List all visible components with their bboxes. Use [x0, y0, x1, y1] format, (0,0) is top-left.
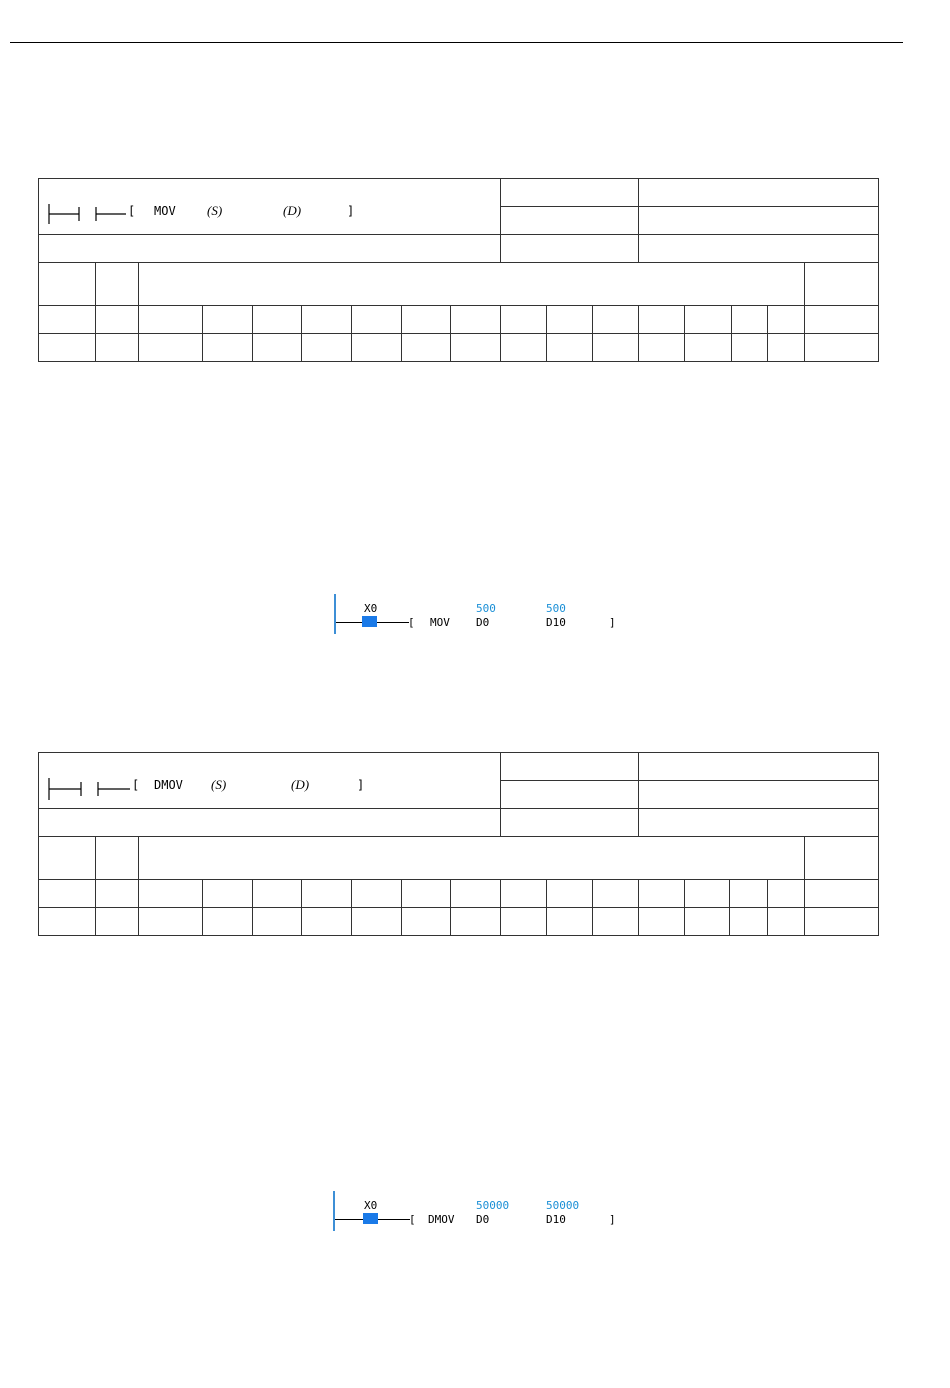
instruction-symbol — [39, 753, 485, 808]
operand-d-label: (D) — [291, 777, 310, 792]
info-cell — [501, 781, 639, 809]
contact-icon — [362, 616, 377, 627]
source-value: 500 — [476, 602, 496, 615]
header-cell — [39, 263, 96, 306]
bracket-close: ] — [609, 1213, 616, 1226]
destination-register: D10 — [546, 1213, 566, 1226]
table-row — [39, 880, 879, 908]
info-cell — [501, 753, 639, 781]
contact-label: X0 — [364, 1199, 378, 1212]
power-rail — [333, 1191, 335, 1231]
header-cell — [805, 837, 879, 880]
contact-label: X0 — [364, 602, 378, 615]
header-cell — [805, 263, 879, 306]
bracket-open: [ — [408, 616, 415, 629]
info-cell — [501, 809, 639, 837]
destination-value: 500 — [546, 602, 566, 615]
rung-wire — [377, 622, 409, 623]
bracket-open: [ — [128, 204, 136, 218]
mnemonic-label: DMOV — [154, 778, 183, 792]
instruction-table-mov — [38, 178, 879, 362]
info-cell — [639, 179, 879, 207]
destination-register: D10 — [546, 616, 566, 629]
info-cell — [639, 781, 879, 809]
power-rail — [334, 594, 336, 634]
info-cell — [501, 207, 639, 235]
rung-wire — [335, 1219, 363, 1220]
info-cell — [501, 179, 639, 207]
table-row — [39, 306, 879, 334]
device-header-cell — [139, 263, 805, 306]
ladder-example-mov — [334, 594, 654, 638]
info-cell — [39, 809, 501, 837]
header-rule — [10, 42, 903, 43]
rung-wire — [378, 1219, 410, 1220]
info-cell — [639, 809, 879, 837]
operand-s-label: (S) — [207, 203, 223, 218]
bracket-close: ] — [347, 204, 355, 218]
source-register: D0 — [476, 616, 490, 629]
operand-s-label: (S) — [211, 777, 227, 792]
bracket-open: [ — [409, 1213, 416, 1226]
ladder-example-dmov — [333, 1191, 653, 1235]
mnemonic-label: MOV — [430, 616, 450, 629]
header-cell — [96, 263, 139, 306]
info-cell — [639, 235, 879, 263]
info-cell — [501, 235, 639, 263]
instruction-table-dmov — [38, 752, 879, 936]
source-value: 50000 — [476, 1199, 510, 1212]
destination-value: 50000 — [546, 1199, 580, 1212]
mnemonic-label: DMOV — [428, 1213, 455, 1226]
table-row — [39, 908, 879, 936]
rung-wire — [336, 622, 362, 623]
info-cell — [639, 753, 879, 781]
table-row — [39, 334, 879, 362]
instruction-symbol-cell — [39, 753, 501, 809]
header-cell — [96, 837, 139, 880]
info-cell — [39, 235, 501, 263]
bracket-close: ] — [609, 616, 616, 629]
source-register: D0 — [476, 1213, 490, 1226]
mnemonic-label: MOV — [154, 204, 176, 218]
operand-d-label: (D) — [283, 203, 302, 218]
device-header-cell — [139, 837, 805, 880]
header-cell — [39, 837, 96, 880]
instruction-symbol-cell — [39, 179, 501, 235]
bracket-close: ] — [357, 778, 365, 792]
bracket-open: [ — [132, 778, 140, 792]
contact-icon — [363, 1213, 378, 1224]
instruction-symbol — [39, 179, 485, 234]
info-cell — [639, 207, 879, 235]
